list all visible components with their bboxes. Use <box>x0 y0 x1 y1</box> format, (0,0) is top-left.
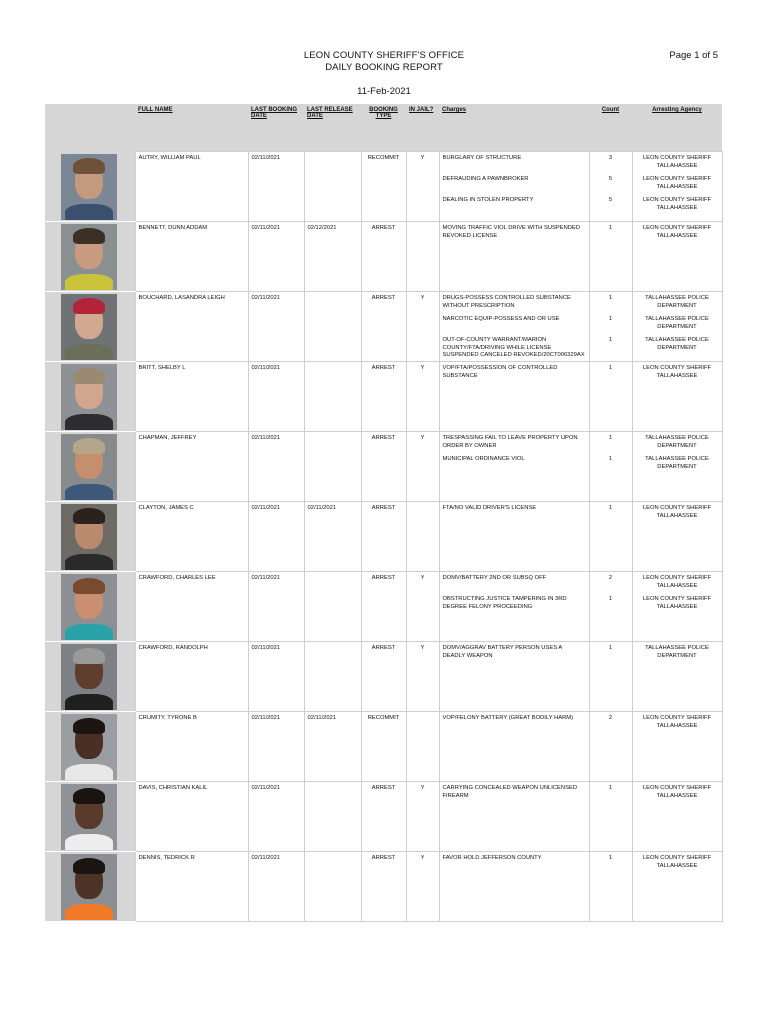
charges-cell <box>439 152 589 222</box>
booking-type-cell <box>361 502 406 572</box>
full-name: BOUCHARD, LASANDRA LEIGH <box>138 295 225 301</box>
charge-count: 2 <box>608 715 613 721</box>
booking-type-cell <box>361 222 406 292</box>
mugshot-photo <box>61 364 117 430</box>
in-jail: Y <box>420 855 425 861</box>
charges-cell <box>439 432 589 502</box>
mugshot-shirt <box>65 344 113 360</box>
full-name-cell <box>135 642 248 712</box>
full-name: CRUMITY, TYRONE B <box>138 715 197 721</box>
booking-type-cell <box>361 852 406 922</box>
charge-text: TRESPASSING FAIL TO LEAVE PROPERTY UPON ORDER BY OWNER <box>442 435 578 449</box>
count-column-header: Count <box>589 104 632 152</box>
mugshot-hair <box>73 298 105 314</box>
full-name: BENNETT, DUNN ADDAM <box>138 225 208 231</box>
mugshot-hair <box>73 438 105 454</box>
photo-cell <box>45 222 135 292</box>
mugshot-hair <box>73 788 105 804</box>
report-date: 11-Feb-2021 <box>357 86 411 97</box>
photo-cell <box>45 152 135 222</box>
mugshot-hair <box>73 578 105 594</box>
charge-count: 1 <box>608 316 613 322</box>
last-booking-date-column-header: LAST BOOKING DATE <box>248 104 304 152</box>
arresting-agency-cell <box>632 362 722 432</box>
booking-type-cell <box>361 712 406 782</box>
booking-type-cell <box>361 782 406 852</box>
last-booking-date-cell <box>248 432 304 502</box>
in-jail: Y <box>420 155 425 161</box>
mugshot-photo <box>61 434 117 500</box>
arresting-agency: LEON COUNTY SHERIFF TALLAHASSEE <box>642 155 712 169</box>
full-name-cell <box>135 852 248 922</box>
last-release-date <box>305 782 361 785</box>
arresting-agency: LEON COUNTY SHERIFF TALLAHASSEE <box>642 575 712 589</box>
charge-text: NARCOTIC EQUIP-POSSESS AND OR USE <box>442 316 560 322</box>
in-jail-cell <box>406 432 439 502</box>
charges-cell <box>439 712 589 782</box>
mugshot-photo <box>61 574 117 640</box>
in-jail <box>407 222 439 225</box>
booking-type: ARREST <box>371 785 396 791</box>
last-booking-date: 02/11/2021 <box>251 505 281 511</box>
last-booking-date: 02/11/2021 <box>251 715 281 721</box>
table-row <box>45 642 722 712</box>
charges-cell <box>439 572 589 642</box>
last-release-date-cell <box>304 292 361 362</box>
arresting-agency: TALLAHASSEE POLICE DEPARTMENT <box>645 645 709 659</box>
last-release-date-cell <box>304 782 361 852</box>
count-cell <box>589 642 632 712</box>
in-jail: Y <box>420 365 425 371</box>
arresting-agency-cell <box>632 432 722 502</box>
mugshot-photo <box>61 504 117 570</box>
last-release-date-column-header: LAST RELEASE DATE <box>304 104 361 152</box>
mugshot-hair <box>73 648 105 664</box>
count-cell <box>589 292 632 362</box>
booking-type-cell <box>361 292 406 362</box>
mugshot-hair <box>73 508 105 524</box>
charges-cell <box>439 222 589 292</box>
charge-count: 2 <box>608 575 613 581</box>
table-row <box>45 292 722 362</box>
count-cell <box>589 712 632 782</box>
arresting-agency: LEON COUNTY SHERIFF TALLAHASSEE <box>642 365 712 379</box>
charge-text: MOVING TRAFFIC VIOL DRIVE WITH SUSPENDED REVOKED LICENSE <box>442 225 581 239</box>
table-row <box>45 502 722 572</box>
full-name-cell <box>135 572 248 642</box>
last-booking-date-cell <box>248 362 304 432</box>
last-release-date-cell <box>304 852 361 922</box>
charge-text: FTA/NO VALID DRIVER'S LICENSE <box>442 505 537 511</box>
last-booking-date-cell <box>248 572 304 642</box>
full-name-cell <box>135 152 248 222</box>
full-name: DAVIS, CHRISTIAN KALIL <box>138 785 208 791</box>
booking-type: ARREST <box>371 435 396 441</box>
charge-text: DRUGS-POSSESS CONTROLLED SUBSTANCE WITHOUT PRESCRIPTION <box>442 295 571 309</box>
in-jail: Y <box>420 645 425 651</box>
mugshot-photo <box>61 854 117 920</box>
mugshot-shirt <box>65 834 113 850</box>
last-release-date-cell <box>304 152 361 222</box>
charge-count: 1 <box>608 435 613 441</box>
charge-text: OUT-OF-COUNTY WARRANT/MARION COUNTY/FTA/DRIVING WHILE LICENSE SUSPENDED CANCELED REVOKED/20CT006329AX <box>442 337 585 358</box>
table-row <box>45 432 722 502</box>
arresting-agency-cell <box>632 782 722 852</box>
full-name-cell <box>135 432 248 502</box>
count-cell <box>589 852 632 922</box>
in-jail-cell <box>406 222 439 292</box>
report-title: DAILY BOOKING REPORT <box>325 62 443 73</box>
last-release-date <box>305 362 361 365</box>
booking-type: ARREST <box>371 855 396 861</box>
arresting-agency: LEON COUNTY SHERIFF TALLAHASSEE <box>642 505 712 519</box>
page-number: Page 1 of 5 <box>669 50 718 61</box>
charge-text: CARRYING CONCEALED WEAPON UNLICENSED FIREARM <box>442 785 578 799</box>
booking-type: ARREST <box>371 505 396 511</box>
last-release-date-cell <box>304 642 361 712</box>
charges-cell <box>439 502 589 572</box>
mugshot-hair <box>73 228 105 244</box>
arresting-agency-column-header: Arresting Agency <box>632 104 722 152</box>
last-booking-date-cell <box>248 292 304 362</box>
last-release-date: 02/11/2021 <box>307 715 337 721</box>
arresting-agency-cell <box>632 222 722 292</box>
photo-cell <box>45 852 135 922</box>
last-booking-date: 02/11/2021 <box>251 365 281 371</box>
count-cell <box>589 152 632 222</box>
last-booking-date: 02/11/2021 <box>251 855 281 861</box>
table-row <box>45 782 722 852</box>
mugshot-photo <box>61 154 117 220</box>
mugshot-photo <box>61 784 117 850</box>
last-release-date <box>305 432 361 435</box>
charges-cell <box>439 362 589 432</box>
full-name-cell <box>135 222 248 292</box>
last-release-date-cell <box>304 572 361 642</box>
last-release-date-cell <box>304 222 361 292</box>
charge-count: 1 <box>608 596 613 602</box>
booking-type-cell <box>361 152 406 222</box>
charge-count: 3 <box>608 155 613 161</box>
last-booking-date-cell <box>248 852 304 922</box>
booking-type: ARREST <box>371 295 396 301</box>
charge-text: DOMV/BATTERY 2ND OR SUBSQ OFF <box>442 575 547 581</box>
last-booking-date-cell <box>248 222 304 292</box>
photo-cell <box>45 712 135 782</box>
arresting-agency: TALLAHASSEE POLICE DEPARTMENT <box>645 435 709 449</box>
table-row <box>45 712 722 782</box>
mugshot-shirt <box>65 764 113 780</box>
last-booking-date-cell <box>248 152 304 222</box>
in-jail-cell <box>406 362 439 432</box>
in-jail: Y <box>420 575 425 581</box>
charge-count: 1 <box>608 337 613 343</box>
charges-cell <box>439 292 589 362</box>
last-booking-date: 02/11/2021 <box>251 575 281 581</box>
booking-type: ARREST <box>371 645 396 651</box>
count-cell <box>589 362 632 432</box>
arresting-agency-cell <box>632 852 722 922</box>
charge-text: BURGLARY OF STRUCTURE <box>442 155 522 161</box>
arresting-agency: TALLAHASSEE POLICE DEPARTMENT <box>645 316 709 330</box>
full-name: CRAWFORD, RANDOLPH <box>138 645 208 651</box>
charge-text: VOP/FTA/POSSESSION OF CONTROLLED SUBSTANCE <box>442 365 558 379</box>
booking-type: RECOMMIT <box>367 715 400 721</box>
photo-column-header <box>45 104 135 152</box>
last-release-date-cell <box>304 502 361 572</box>
charge-count: 1 <box>608 785 613 791</box>
booking-type-cell <box>361 642 406 712</box>
mugshot-shirt <box>65 204 113 220</box>
photo-cell <box>45 572 135 642</box>
arresting-agency: TALLAHASSEE POLICE DEPARTMENT <box>645 337 709 351</box>
charge-count: 1 <box>608 295 613 301</box>
last-release-date <box>305 642 361 645</box>
arresting-agency: LEON COUNTY SHERIFF TALLAHASSEE <box>642 197 712 211</box>
full-name-cell <box>135 502 248 572</box>
charge-count: 1 <box>608 225 613 231</box>
arresting-agency-cell <box>632 292 722 362</box>
count-cell <box>589 782 632 852</box>
arresting-agency-cell <box>632 712 722 782</box>
last-release-date-cell <box>304 432 361 502</box>
photo-cell <box>45 292 135 362</box>
table-header-row <box>45 104 722 152</box>
in-jail: Y <box>420 295 425 301</box>
booking-type: ARREST <box>371 575 396 581</box>
table-row <box>45 852 722 922</box>
mugshot-hair <box>73 718 105 734</box>
last-booking-date-cell <box>248 712 304 782</box>
charge-text: MUNICIPAL ORDINANCE VIOL <box>442 456 525 462</box>
last-release-date <box>305 152 361 155</box>
table-row <box>45 362 722 432</box>
full-name: DENNIS, TEDRICK R <box>138 855 195 861</box>
arresting-agency: TALLAHASSEE POLICE DEPARTMENT <box>645 295 709 309</box>
mugshot-photo <box>61 644 117 710</box>
in-jail-cell <box>406 292 439 362</box>
last-booking-date: 02/11/2021 <box>251 155 281 161</box>
booking-rows <box>45 152 722 922</box>
arresting-agency-cell <box>632 642 722 712</box>
in-jail-cell <box>406 572 439 642</box>
agency-title: LEON COUNTY SHERIFF'S OFFICE <box>303 50 465 61</box>
arresting-agency-cell <box>632 152 722 222</box>
last-booking-date-cell <box>248 502 304 572</box>
in-jail <box>407 502 439 505</box>
charges-cell <box>439 642 589 712</box>
booking-type: ARREST <box>371 225 396 231</box>
arresting-agency-cell <box>632 502 722 572</box>
charge-text: DEFRAUDING A PAWNBROKER <box>442 176 529 182</box>
full-name-cell <box>135 292 248 362</box>
mugshot-photo <box>61 714 117 780</box>
charge-text: DOMV/AGGRAV BATTERY PERSON USES A DEADLY WEAPON <box>442 645 562 659</box>
photo-cell <box>45 782 135 852</box>
full-name-cell <box>135 782 248 852</box>
last-booking-date: 02/11/2021 <box>251 645 281 651</box>
mugshot-photo <box>61 224 117 290</box>
last-release-date: 02/12/2021 <box>307 225 337 231</box>
last-booking-date: 02/11/2021 <box>251 785 281 791</box>
charge-count: 1 <box>608 505 613 511</box>
full-name-column-header: FULL NAME <box>135 104 248 152</box>
in-jail-cell <box>406 152 439 222</box>
full-name: AUTRY, WILLIAM PAUL <box>138 155 201 161</box>
mugshot-shirt <box>65 624 113 640</box>
arresting-agency: LEON COUNTY SHERIFF TALLAHASSEE <box>642 855 712 869</box>
charge-text: DEALING IN STOLEN PROPERTY <box>442 197 534 203</box>
charge-text: OBSTRUCTING JUSTICE TAMPERING IN 3RD DEGREE FELONY PROCEEDING <box>442 596 567 610</box>
photo-cell <box>45 362 135 432</box>
last-booking-date: 02/11/2021 <box>251 225 281 231</box>
charge-count: 1 <box>608 456 613 462</box>
last-booking-date: 02/11/2021 <box>251 295 281 301</box>
mugshot-hair <box>73 368 105 384</box>
in-jail-cell <box>406 502 439 572</box>
mugshot-shirt <box>65 274 113 290</box>
mugshot-photo <box>61 294 117 360</box>
full-name-cell <box>135 712 248 782</box>
in-jail: Y <box>420 785 425 791</box>
booking-type-cell <box>361 432 406 502</box>
count-cell <box>589 222 632 292</box>
booking-type: RECOMMIT <box>367 155 400 161</box>
booking-type-cell <box>361 362 406 432</box>
arresting-agency: TALLAHASSEE POLICE DEPARTMENT <box>645 456 709 470</box>
arresting-agency: LEON COUNTY SHERIFF TALLAHASSEE <box>642 225 712 239</box>
last-booking-date-cell <box>248 642 304 712</box>
charges-cell <box>439 782 589 852</box>
charges-cell <box>439 852 589 922</box>
in-jail-column-header: IN JAIL? <box>406 104 439 152</box>
last-release-date <box>305 292 361 295</box>
in-jail-cell <box>406 642 439 712</box>
in-jail: Y <box>420 435 425 441</box>
table-row <box>45 152 722 222</box>
full-name: CLAYTON, JAMES C <box>138 505 194 511</box>
in-jail-cell <box>406 782 439 852</box>
charge-count: 5 <box>608 176 613 182</box>
full-name: CRAWFORD, CHARLES LEE <box>138 575 216 581</box>
table-row <box>45 222 722 292</box>
mugshot-shirt <box>65 414 113 430</box>
full-name: CHAPMAN, JEFFREY <box>138 435 197 441</box>
count-cell <box>589 572 632 642</box>
mugshot-shirt <box>65 904 113 920</box>
charge-count: 1 <box>608 645 613 651</box>
charges-column-header: Charges <box>439 104 589 152</box>
mugshot-shirt <box>65 484 113 500</box>
in-jail <box>407 712 439 715</box>
photo-cell <box>45 642 135 712</box>
mugshot-hair <box>73 158 105 174</box>
count-cell <box>589 502 632 572</box>
count-cell <box>589 432 632 502</box>
full-name: BRITT, SHELBY L <box>138 365 186 371</box>
booking-table <box>45 104 723 922</box>
full-name-cell <box>135 362 248 432</box>
photo-cell <box>45 432 135 502</box>
last-release-date-cell <box>304 362 361 432</box>
arresting-agency: LEON COUNTY SHERIFF TALLAHASSEE <box>642 715 712 729</box>
arresting-agency-cell <box>632 572 722 642</box>
last-release-date <box>305 572 361 575</box>
booking-type-cell <box>361 572 406 642</box>
mugshot-shirt <box>65 554 113 570</box>
in-jail-cell <box>406 852 439 922</box>
last-release-date: 02/11/2021 <box>307 505 337 511</box>
booking-type-column-header: BOOKING TYPE <box>361 104 406 152</box>
last-booking-date: 02/11/2021 <box>251 435 281 441</box>
arresting-agency: LEON COUNTY SHERIFF TALLAHASSEE <box>642 596 712 610</box>
mugshot-hair <box>73 858 105 874</box>
arresting-agency: LEON COUNTY SHERIFF TALLAHASSEE <box>642 785 712 799</box>
charge-count: 5 <box>608 197 613 203</box>
in-jail-cell <box>406 712 439 782</box>
charge-count: 1 <box>608 855 613 861</box>
table-row <box>45 572 722 642</box>
last-booking-date-cell <box>248 782 304 852</box>
charge-text: VOP/FELONY BATTERY (GREAT BODILY HARM) <box>442 715 574 721</box>
charge-text: FAVOR HOLD JEFFERSON COUNTY <box>442 855 542 861</box>
last-release-date-cell <box>304 712 361 782</box>
mugshot-shirt <box>65 694 113 710</box>
arresting-agency: LEON COUNTY SHERIFF TALLAHASSEE <box>642 176 712 190</box>
photo-cell <box>45 502 135 572</box>
booking-type: ARREST <box>371 365 396 371</box>
last-release-date <box>305 852 361 855</box>
charge-count: 1 <box>608 365 613 371</box>
